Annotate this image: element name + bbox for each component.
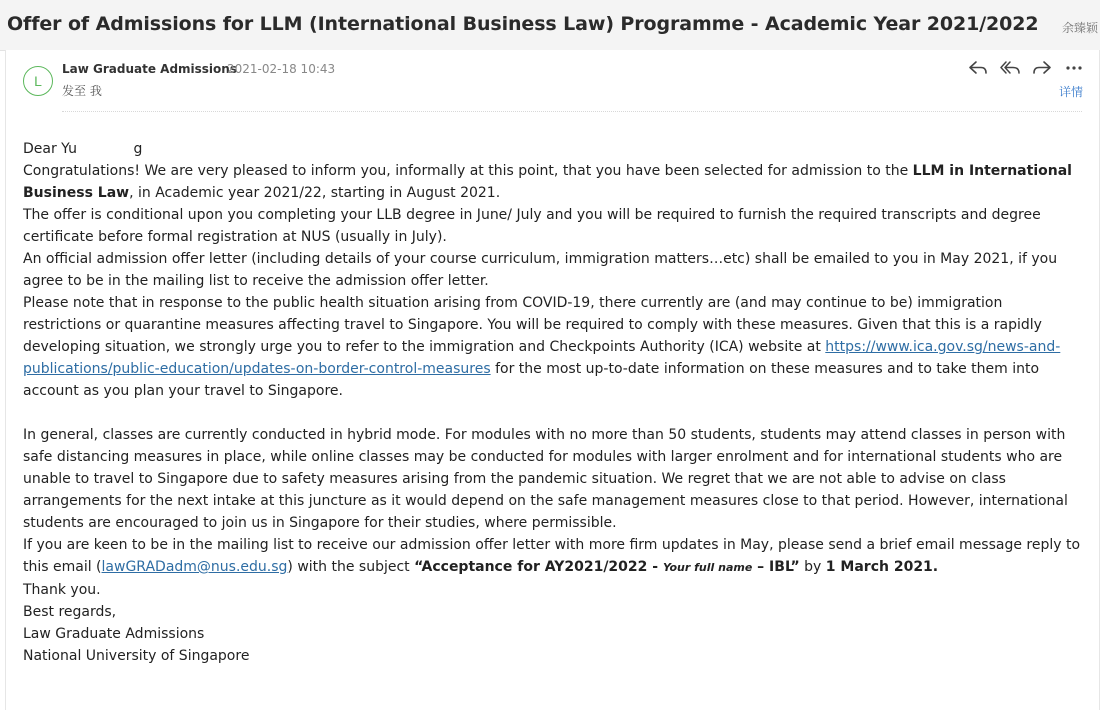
reply-all-icon: [1000, 59, 1020, 77]
p6-deadline: 1 March 2021.: [825, 559, 939, 575]
header-divider: [62, 111, 1082, 112]
paragraph-5: In general, classes are currently conducted in hybrid mode. For modules with no more than 50 students, students may attend classes in person with safe distancing measures in place, while online classes may be conducted for modules with larger enrolment and for international students who are unable to travel to Singapore due to safety measures arising from the pandemic situation. We regret that we are not able to advise on class arrangements for the next intake at this juncture as it would depend on the safe management measures close to that period. However, international students are encouraged to join us in Singapore for their studies, where permissible.: [23, 427, 1068, 531]
subject-bar: [0, 0, 1100, 51]
forward-button[interactable]: [1030, 57, 1054, 79]
reply-button[interactable]: [966, 57, 990, 79]
signature-line-1: Law Graduate Admissions: [23, 626, 205, 642]
p6-text-a: If you are keen to be in the mailing list to receive our admission offer letter with more firm updates in May, please send a brief email message reply to this email (: [23, 537, 1081, 575]
account-name[interactable]: 余臻颖: [1062, 21, 1099, 35]
paragraph-2: The offer is conditional upon you completing your LLB degree in June/ July and you will be required to furnish the required transcripts and degree certificate before formal registration at NUS (usually in July).: [23, 207, 1041, 245]
redacted-name: [81, 143, 133, 155]
p1-programme: LLM in International Business Law: [23, 163, 1072, 201]
paragraph-3: An official admission offer letter (including details of your course curriculum, immigration matters…etc) shall be emailed to you in May 2021, if you agree to be in the mailing list to receive the admission offer letter.: [23, 251, 1058, 289]
reply-icon: [968, 59, 988, 77]
p1-text-a: Congratulations! We are very pleased to inform you, informally at this point, that you have been selected for admission to the: [23, 163, 913, 179]
p6-subject-a: “Acceptance for AY2021/2022 -: [414, 559, 663, 575]
details-link[interactable]: 详情: [1059, 85, 1084, 99]
spacer: [23, 402, 1083, 424]
signature-line-2: National University of Singapore: [23, 648, 250, 664]
sender-avatar[interactable]: L: [23, 66, 53, 96]
message-actions: [966, 57, 1086, 79]
forward-icon: [1032, 59, 1052, 77]
p6-subject-b: – IBL”: [752, 559, 800, 575]
more-icon: [1064, 59, 1084, 77]
more-button[interactable]: [1062, 57, 1086, 79]
p6-text-b: ) with the subject: [287, 559, 415, 575]
p4-text-a: Please note that in response to the public health situation arising from COVID-19, there currently are (and may continue to be) immigration restrictions or quarantine measures affecting travel to Singapore. You will be required to comply with these measures. Given that this is a rapidly developing situation, we strongly urge you to refer to the immigration and Checkpoints Authority (ICA) website at: [23, 295, 1042, 355]
paragraph-4: [23, 292, 1083, 402]
p4-text-b: for the most up-to-date information on these measures and to take them into account as you plan your travel to Singapore.: [23, 361, 1040, 399]
email-body: [23, 138, 1083, 667]
reply-all-button[interactable]: [998, 57, 1022, 79]
paragraph-6: [23, 534, 1083, 579]
recipient-line: 发至 我: [62, 84, 102, 98]
sender-name[interactable]: Law Graduate Admissions: [62, 62, 237, 76]
paragraph-1: [23, 160, 1083, 204]
regards-line: Best regards,: [23, 604, 117, 620]
ica-link[interactable]: https://www.ica.gov.sg/news-and-publications/public-education/updates-on-border-control-measures: [23, 339, 1061, 377]
thanks-line: Thank you.: [23, 582, 101, 598]
sent-datetime: 2021-02-18 10:43: [227, 62, 336, 76]
greeting-suffix: g: [133, 141, 143, 157]
greeting-text: Dear Yu: [23, 141, 77, 157]
email-subject: Offer of Admissions for LLM (International Business Law) Programme - Academic Year 2021/2022: [7, 13, 1039, 35]
p6-text-c: by: [799, 559, 826, 575]
p6-subject-name: Your full name: [662, 561, 753, 574]
greeting: [23, 138, 1083, 160]
p1-text-c: , in Academic year 2021/22, starting in August 2021.: [129, 185, 501, 201]
email-link[interactable]: lawGRADadm@nus.edu.sg: [101, 559, 288, 575]
